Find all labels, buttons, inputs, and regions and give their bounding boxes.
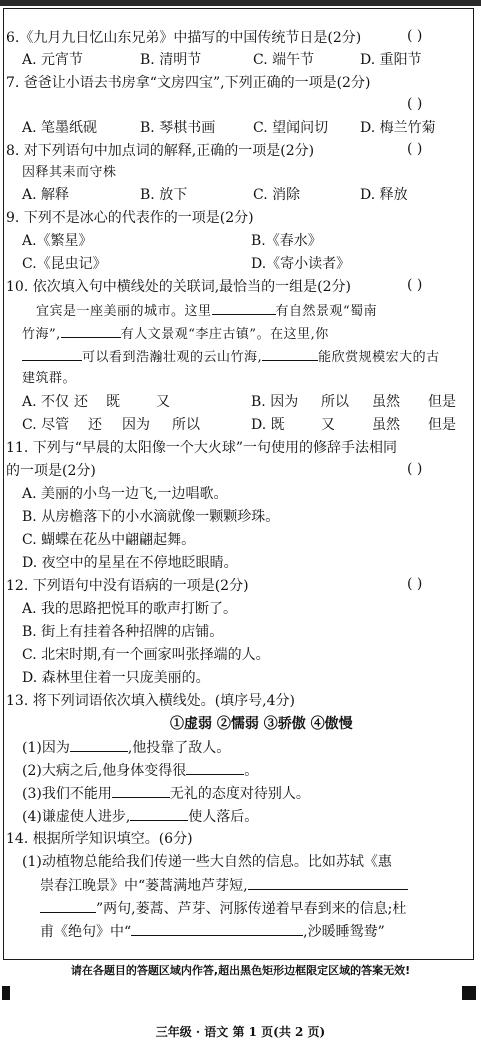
q10-option-b[interactable]: B. 因为 所以 虽然 但是 (251, 394, 456, 410)
q6-option-b[interactable]: B. 清明节 (140, 52, 202, 68)
q12-stem: 12. 下列语句中没有语病的一项是(2分) (6, 578, 249, 594)
q9-option-a[interactable]: A.《繁星》 (22, 233, 93, 249)
q10-blank-2[interactable] (61, 323, 121, 338)
answer-area-notice: 请在各题目的答题区域内作答,超出黑色矩形边框限定区域的答案无效! (70, 964, 411, 977)
q11-option-c[interactable]: C. 蝴蝶在花丛中翩翩起舞。 (22, 532, 196, 548)
q11-option-b[interactable]: B. 从房檐落下的小水滴就像一颗颗珍珠。 (22, 509, 280, 525)
q10-option-c[interactable]: C. 尽管 还 因为 所以 (22, 417, 200, 433)
q7-stem: 7. 爸爸让小语去书房拿“文房四宝”,下列正确的一项是(2分) (6, 75, 371, 91)
q8-answer-paren[interactable]: ( ) (407, 141, 423, 157)
q10-stem: 10. 依次填入句中横线处的关联词,最恰当的一组是(2分) (6, 279, 351, 295)
q7-option-c[interactable]: C. 望闻问切 (253, 120, 329, 136)
q12-option-d[interactable]: D. 森林里住着一只庞美丽的。 (22, 670, 210, 686)
q11-option-a[interactable]: A. 美丽的小鸟一边飞,一边唱歌。 (22, 486, 228, 502)
q13-stem: 13. 将下列词语依次填入横线处。(填序号,4分) (6, 693, 295, 709)
q12-option-c[interactable]: C. 北宋时期,有一个画家叫张择端的人。 (22, 647, 270, 663)
q7-answer-paren[interactable]: ( ) (407, 96, 423, 112)
q8-option-d[interactable]: D. 释放 (360, 187, 408, 203)
q6-stem: 6.《九月九日忆山东兄弟》中描写的中国传统节日是(2分) (6, 30, 362, 46)
q13-blank-2[interactable] (186, 760, 244, 775)
q12-answer-paren[interactable]: ( ) (407, 576, 423, 592)
q10-passage-line-2: 竹海”, 有人文景观“李庄古镇”。在这里,你 (22, 323, 329, 345)
q14-line-1: (1)动植物总能给我们传递一些大自然的信息。比如苏轼《惠 (22, 854, 392, 870)
q14-line-3: ”两句,蒌蒿、芦芽、河豚传递着早春到来的信息;杜 (40, 898, 406, 919)
q13-blank-3[interactable] (112, 783, 170, 798)
q10-blank-4[interactable] (262, 346, 318, 361)
q8-stem: 8. 对下列语句中加点词的解释,正确的一项是(2分) (6, 143, 315, 159)
q8-sentence: 因释其耒而守株 (22, 165, 117, 180)
q14-stem: 14. 根据所学知识填空。(6分) (6, 831, 193, 847)
q9-option-b[interactable]: B.《春水》 (251, 233, 322, 249)
q13-blank-4[interactable] (130, 806, 188, 821)
q7-option-b[interactable]: B. 琴棋书画 (140, 120, 216, 136)
q13-item-4: (4)谦虚使人进步, 使人落后。 (22, 806, 258, 827)
q10-answer-paren[interactable]: ( ) (407, 277, 423, 293)
q11-option-d[interactable]: D. 夜空中的星星在不停地眨眼睛。 (22, 555, 238, 571)
q12-option-b[interactable]: B. 街上有挂着各种招牌的店铺。 (22, 624, 224, 640)
q6-answer-paren[interactable]: ( ) (407, 28, 423, 44)
q10-passage-line-4: 建筑群。 (22, 371, 77, 386)
q9-option-c[interactable]: C.《昆虫记》 (22, 256, 107, 272)
q9-stem: 9. 下列不是冰心的代表作的一项是(2分) (6, 210, 254, 226)
q8-option-b[interactable]: B. 放下 (140, 187, 188, 203)
q13-item-2: (2)大病之后,他身体变得很 。 (22, 760, 258, 781)
q6-option-a[interactable]: A. 元宵节 (22, 52, 84, 68)
q13-word-bank: ①虚弱 ②懦弱 ③骄傲 ④傲慢 (170, 716, 353, 732)
q14-blank-1[interactable] (248, 875, 408, 890)
q9-option-d[interactable]: D.《寄小读者》 (251, 256, 351, 272)
q11-stem-line-2: 的一项是(2分) (6, 463, 96, 479)
q10-option-a[interactable]: A. 不仅 还 既 又 (22, 394, 170, 410)
top-header-strip (0, 0, 481, 6)
q10-option-d[interactable]: D. 既 又 虽然 但是 (251, 417, 456, 433)
q14-line-2: 崇春江晚景》中“蒌蒿满地芦芽短, (40, 875, 408, 896)
q11-answer-paren[interactable]: ( ) (407, 461, 423, 477)
q13-blank-1[interactable] (70, 737, 128, 752)
q8-option-a[interactable]: A. 解释 (22, 187, 70, 203)
q10-blank-1[interactable] (212, 300, 276, 315)
q10-blank-3[interactable] (22, 346, 82, 361)
q6-option-d[interactable]: D. 重阳节 (360, 52, 422, 68)
q14-blank-3[interactable] (131, 921, 303, 936)
q12-option-a[interactable]: A. 我的思路把悦耳的歌声打断了。 (22, 601, 238, 617)
q8-option-c[interactable]: C. 消除 (253, 187, 301, 203)
q10-passage-line-3: 可以看到浩瀚壮观的云山竹海, 能欣赏规模宏大的古 (22, 346, 440, 368)
q13-item-1: (1)因为 ,他投靠了敌人。 (22, 737, 230, 758)
q13-item-3: (3)我们不能用 无礼的态度对待别人。 (22, 783, 310, 804)
q7-option-d[interactable]: D. 梅兰竹菊 (360, 120, 436, 136)
q11-stem-line-1: 11. 下列与“早晨的太阳像一个大火球”一句使用的修辞手法相同 (6, 440, 398, 456)
q10-passage-line-1: 宜宾是一座美丽的城市。这里 有自然景观“蜀南 (36, 300, 377, 322)
q7-option-a[interactable]: A. 笔墨纸砚 (22, 120, 98, 136)
registration-mark-left (2, 986, 10, 1000)
q6-option-c[interactable]: C. 端午节 (253, 52, 315, 68)
q14-blank-2[interactable] (40, 898, 96, 913)
registration-mark-right (462, 986, 476, 1000)
page-footer: 三年级 · 语文 第 1 页(共 2 页) (155, 1025, 326, 1039)
q14-line-4: 甫《绝句》中“ ,沙暖睡鸳鸯” (40, 921, 385, 942)
